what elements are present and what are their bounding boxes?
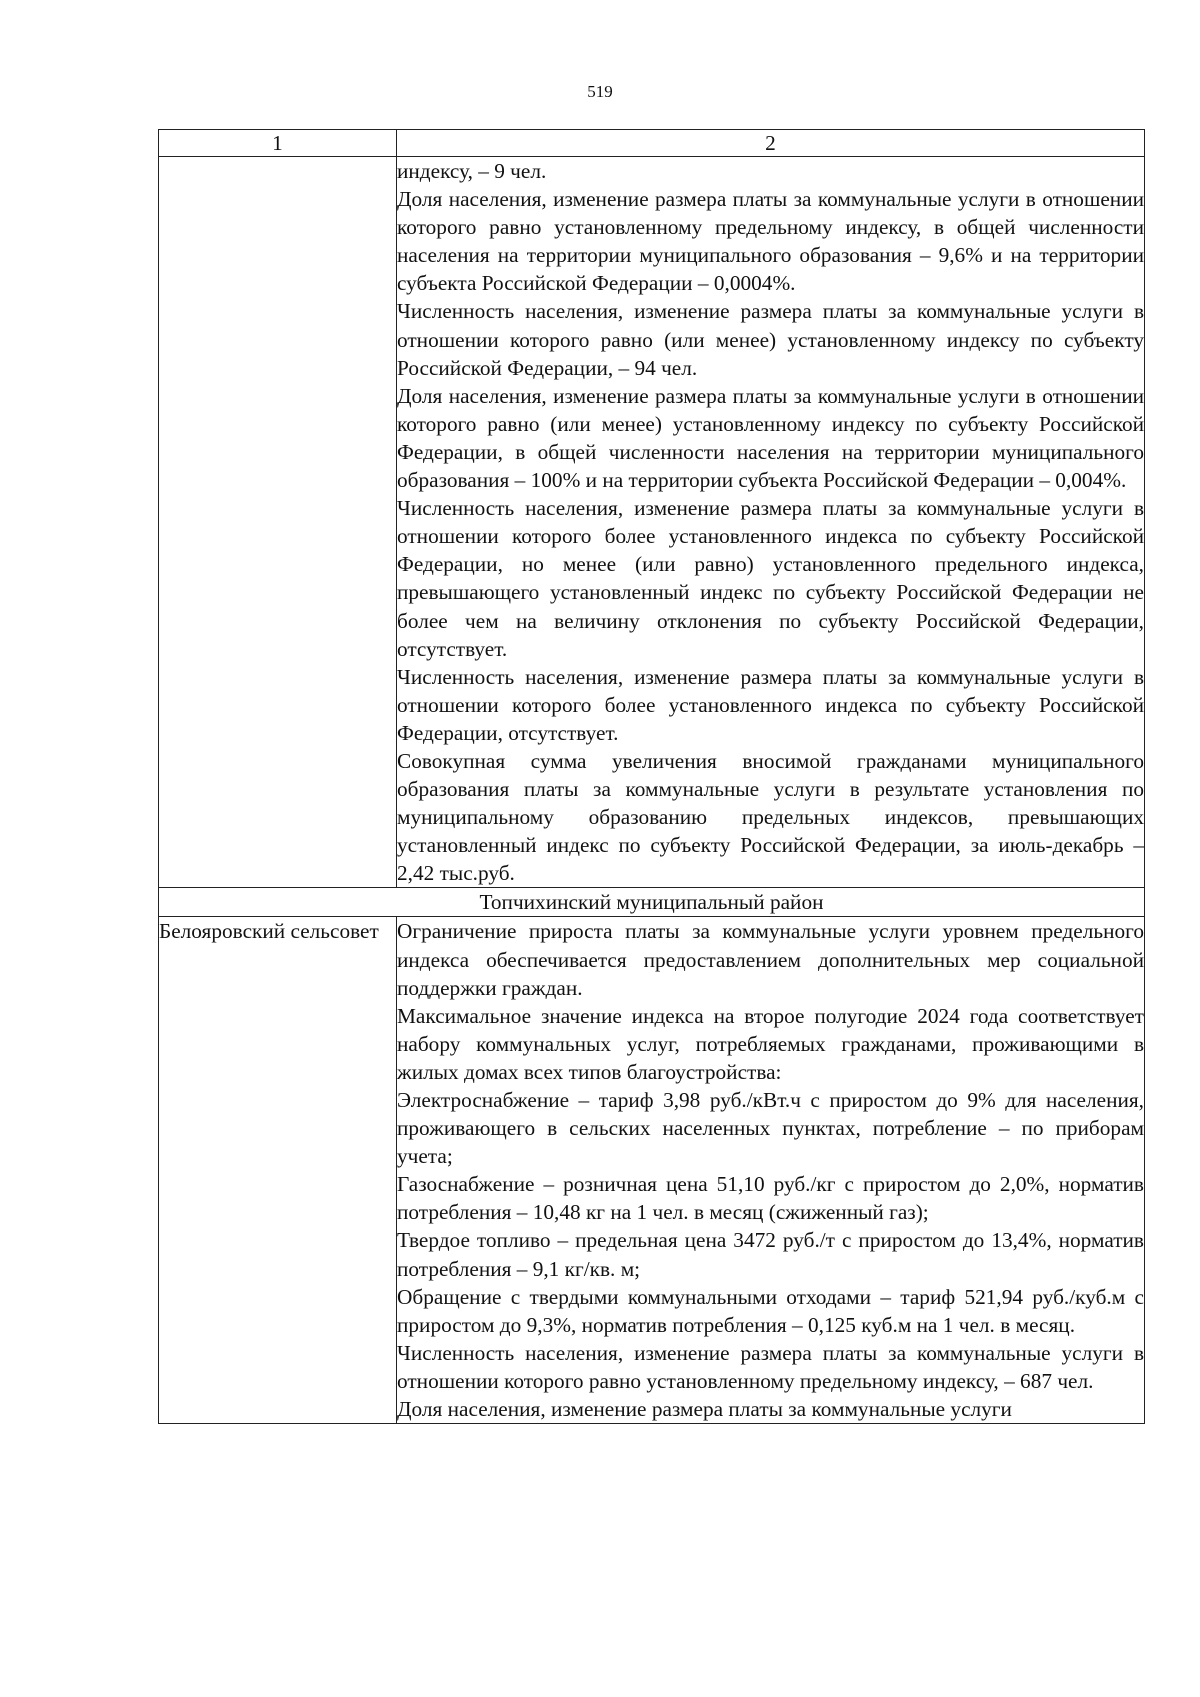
paragraph: Численность населения, изменение размера платы за коммунальные услуги в отношении которого равно (или менее) установленному индексу по субъекту Российской Федерации, – 94 чел. [397, 299, 1144, 380]
continuation-name-cell [159, 157, 397, 888]
paragraph: Электроснабжение – тариф 3,98 руб./кВт.ч с приростом до 9% для населения, проживающего в сельских населенных пунктах, потребление – по приборам учета; [397, 1088, 1144, 1169]
paragraph: Совокупная сумма увеличения вносимой гражданами муниципального образования платы за коммунальные услуги в результате установления по муниципальному образованию предельных индексов, превышающих установленный индекс по субъекту Российской Федерации, за июль-декабрь – 2,42 тыс.руб. [397, 748, 1144, 886]
entry-text-cell [397, 917, 1145, 1424]
paragraph: Обращение с твердыми коммунальными отходами – тариф 521,94 руб./куб.м с приростом до 9,3%, норматив потребления – 0,125 куб.м на 1 чел. в месяц. [397, 1284, 1144, 1337]
paragraph: индексу, – 9 чел. [397, 159, 547, 183]
district-heading: Топчихинский муниципальный район [159, 888, 1145, 917]
paragraph: Ограничение прироста платы за коммунальные услуги уровнем предельного индекса обеспечивается предоставлением дополнительных мер социальной поддержки граждан. [397, 919, 1144, 1000]
document-table [158, 129, 1145, 1424]
paragraph: Максимальное значение индекса на второе полугодие 2024 года соответствует набору коммунальных услуг, потребляемых гражданами, проживающими в жилых домах всех типов благоустройства: [397, 1003, 1144, 1084]
page-number: 519 [587, 82, 613, 101]
district-row [159, 888, 1145, 917]
column-header-1: 1 [159, 130, 397, 157]
entry-row [159, 917, 1145, 1424]
entry-name: Белояровский сельсовет [159, 917, 397, 1424]
paragraph: Численность населения, изменение размера платы за коммунальные услуги в отношении которого более установленного индекса по субъекту Российской Федерации, отсутствует. [397, 664, 1144, 745]
table-header-row [159, 130, 1145, 157]
paragraph: Доля населения, изменение размера платы за коммунальные услуги [397, 1397, 1012, 1422]
paragraph: Газоснабжение – розничная цена 51,10 руб./кг с приростом до 2,0%, норматив потребления – 10,48 кг на 1 чел. в месяц (сжиженный газ); [397, 1172, 1144, 1225]
continuation-text-cell [397, 157, 1145, 888]
column-header-2: 2 [397, 130, 1145, 157]
paragraph: Доля населения, изменение размера платы за коммунальные услуги в отношении которого равно (или менее) установленному индексу по субъекту Российской Федерации, в общей численности населения на территории муниципального образования – 100% и на территории субъекта Российской Федерации – 0,004%. [397, 383, 1144, 493]
paragraph: Численность населения, изменение размера платы за коммунальные услуги в отношении которого равно установленному предельному индексу, – 687 чел. [397, 1340, 1144, 1393]
paragraph: Твердое топливо – предельная цена 3472 руб./т с приростом до 13,4%, норматив потребления – 9,1 кг/кв. м; [397, 1228, 1144, 1281]
paragraph: Численность населения, изменение размера платы за коммунальные услуги в отношении которого более установленного индекса по субъекту Российской Федерации, но менее (или равно) установленного предельного индекса, превышающего установленный индекс по субъекту Российской Федерации не более чем на величину отклонения по субъекту Российской Федерации, отсутствует. [397, 496, 1144, 661]
paragraph: Доля населения, изменение размера платы за коммунальные услуги в отношении которого равно установленному предельному индексу, в общей численности населения на территории муниципального образования – 9,6% и на территории субъекта Российской Федерации – 0,0004%. [397, 187, 1144, 296]
continuation-row [159, 157, 1145, 888]
